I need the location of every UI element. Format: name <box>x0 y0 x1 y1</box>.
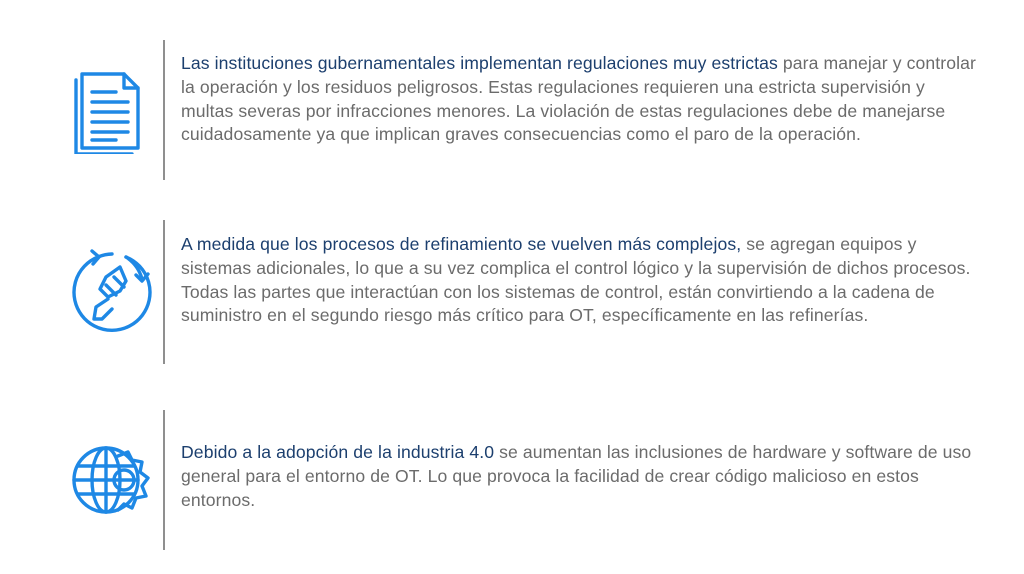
document-icon <box>68 66 156 154</box>
section-body: se aumentan las inclusiones de hardware y software de uso general para el entorno de OT. Lo que provoca la facilidad de crear código malicioso en estos entornos. <box>181 442 972 510</box>
section-lead: Debido a la adopción de la industria 4.0 <box>181 442 495 462</box>
section-lead: Las instituciones gubernamentales implementan regulaciones muy estrictas <box>181 53 778 73</box>
section-divider <box>163 220 165 364</box>
globe-gear-icon <box>68 436 156 524</box>
section-body: se agregan equipos y sistemas adicionales, lo que a su vez complica el control lógico y la supervisión de dichos procesos. Todas las partes que interactúan con los sistemas de control, están convirtiendo a la cadena de suministro en el segundo riesgo más crítico para OT, específicamente en las refinerías. <box>181 234 971 326</box>
section-paragraph <box>181 52 981 147</box>
section-divider <box>163 410 165 550</box>
section-paragraph <box>181 233 981 328</box>
section-body: para manejar y controlar la operación y los residuos peligrosos. Estas regulaciones requieren una estricta supervisión y multas severas por infracciones menores. La violación de estas regulaciones debe de manejarse cuidadosamente ya que implican graves consecuencias como el paro de la operación. <box>181 53 976 145</box>
section-paragraph <box>181 441 981 512</box>
supply-chain-cycle-icon <box>68 245 156 333</box>
section-divider <box>163 40 165 180</box>
section-lead: A medida que los procesos de refinamiento se vuelven más complejos, <box>181 234 742 254</box>
